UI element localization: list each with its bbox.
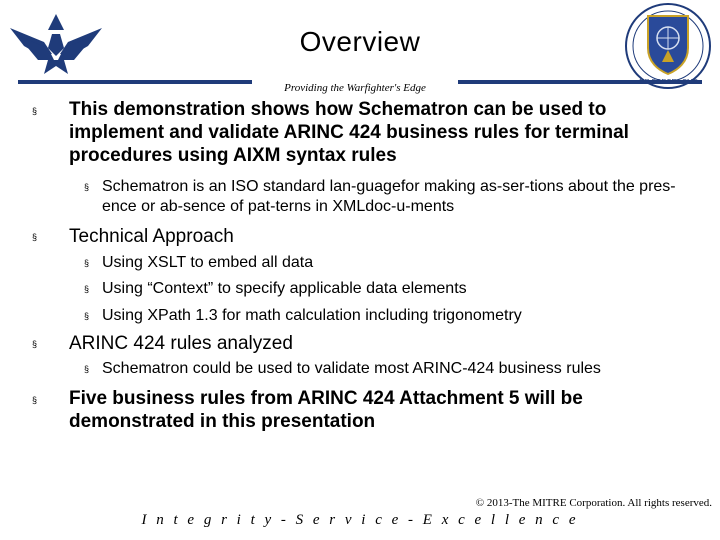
bullet-l2-arinc-validation: Schematron could be used to validate most ARINC-424 business rules (102, 360, 601, 377)
bullet-l2-xslt: Using XSLT to embed all data (102, 254, 314, 271)
bullet-icon: § (84, 284, 90, 294)
slide-title: Overview (299, 26, 421, 57)
bullet-l1-arinc-rules: ARINC 424 rules analyzed (69, 333, 293, 354)
bullet-l1-technical-approach: Technical Approach (69, 226, 234, 247)
bullet-icon: § (84, 311, 90, 321)
bullet-icon: § (84, 364, 90, 374)
bullet-icon: § (84, 258, 90, 268)
bullet-l2-context: Using “Context” to specify applicable data elements (102, 280, 467, 297)
bullet-l1-five-rules: Five business rules from ARINC 424 Attachment 5 will be demonstrated in this presentation (69, 388, 583, 432)
bullet-icon: § (32, 395, 38, 405)
bullet-icon: § (32, 106, 38, 116)
bullet-l2-schematron-definition: Schematron is an ISO standard lan-guagefor making as-ser-tions about the pres-ence or ab-sence of pat-terns in XMLdoc-u-ments (102, 178, 676, 215)
tagline: Providing the Warfighter's Edge (284, 82, 426, 94)
header-rule-right (458, 80, 702, 84)
bullet-icon: § (32, 339, 38, 349)
copyright-notice: © 2013-The MITRE Corporation. All rights reserved. (475, 497, 712, 509)
bullet-l1-demonstration: This demonstration shows how Schematron can be used to implement and validate ARINC 424 business rules for terminal procedures using AIXM syntax rules (69, 99, 629, 166)
header-rule-left (18, 80, 252, 84)
footer-motto: I n t e g r i t y - S e r v i c e - E x c e l l e n c e (141, 512, 579, 528)
bullet-icon: § (32, 232, 38, 242)
bullet-icon: § (84, 182, 90, 192)
bullet-l2-xpath: Using XPath 1.3 for math calculation including trigonometry (102, 307, 522, 324)
